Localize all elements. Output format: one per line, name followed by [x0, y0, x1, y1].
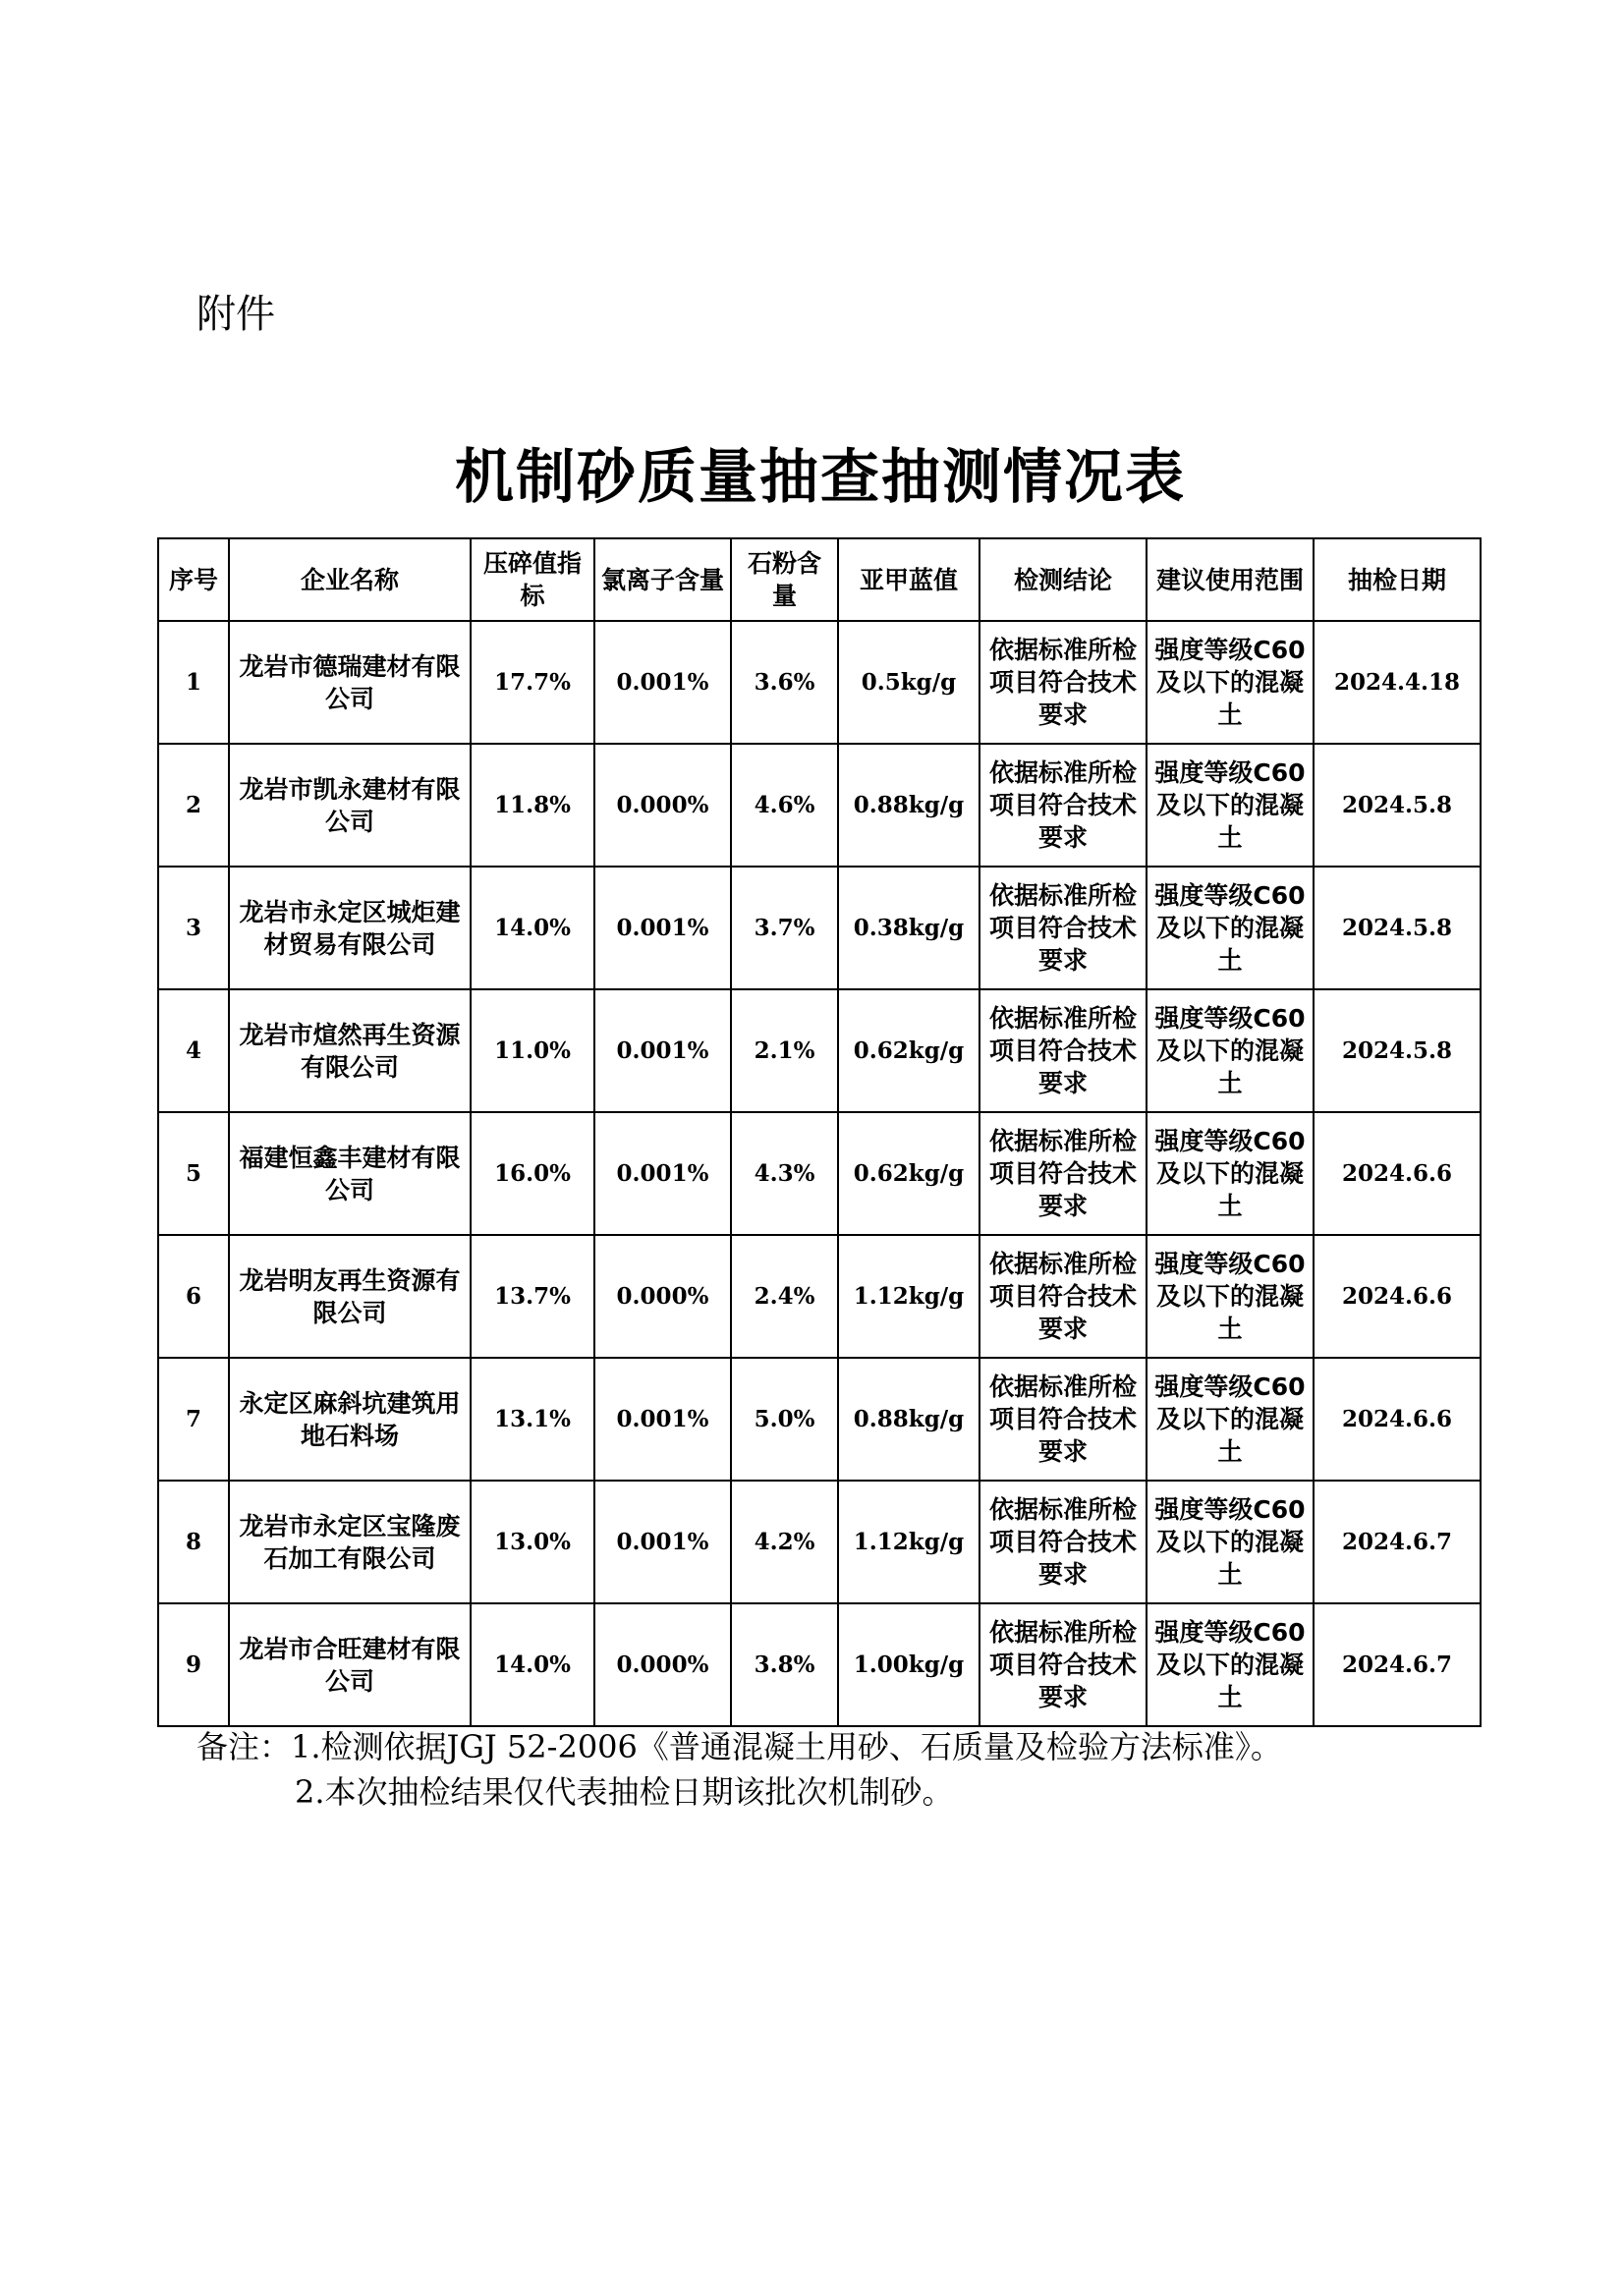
header-methylene-blue: 亚甲蓝值: [838, 538, 979, 621]
table-row: [158, 1603, 1481, 1726]
cell-chloride: 0.000%: [594, 744, 731, 867]
document-title: 机制砂质量抽查抽测情况表: [455, 443, 1186, 512]
inspection-table: [157, 537, 1482, 1727]
cell-conclusion: 依据标准所检项目符合技术要求: [979, 1112, 1147, 1235]
cell-methylene-blue: 0.62kg/g: [838, 1112, 979, 1235]
table-row: [158, 744, 1481, 867]
cell-crushing-value: 14.0%: [471, 867, 594, 989]
cell-stone-powder: 4.2%: [731, 1481, 838, 1603]
table-row: [158, 621, 1481, 744]
cell-company: 永定区麻斜坑建筑用地石料场: [229, 1358, 471, 1481]
cell-index: 7: [158, 1358, 229, 1481]
cell-stone-powder: 4.6%: [731, 744, 838, 867]
cell-usage-range: 强度等级C60及以下的混凝土: [1147, 1235, 1314, 1358]
cell-chloride: 0.000%: [594, 1603, 731, 1726]
cell-company: 龙岩市合旺建材有限公司: [229, 1603, 471, 1726]
remark-line-2: 2.本次抽检结果仅代表抽检日期该批次机制砂。: [295, 1773, 954, 1811]
cell-inspection-date: 2024.5.8: [1314, 989, 1481, 1112]
cell-usage-range: 强度等级C60及以下的混凝土: [1147, 989, 1314, 1112]
cell-company: 福建恒鑫丰建材有限公司: [229, 1112, 471, 1235]
cell-stone-powder: 2.4%: [731, 1235, 838, 1358]
cell-stone-powder: 3.6%: [731, 621, 838, 744]
cell-conclusion: 依据标准所检项目符合技术要求: [979, 744, 1147, 867]
cell-conclusion: 依据标准所检项目符合技术要求: [979, 1358, 1147, 1481]
cell-conclusion: 依据标准所检项目符合技术要求: [979, 1235, 1147, 1358]
cell-methylene-blue: 1.12kg/g: [838, 1481, 979, 1603]
cell-stone-powder: 5.0%: [731, 1358, 838, 1481]
cell-chloride: 0.000%: [594, 1235, 731, 1358]
cell-methylene-blue: 1.00kg/g: [838, 1603, 979, 1726]
remark-line-1: 备注：1.检测依据JGJ 52-2006《普通混凝土用砂、石质量及检验方法标准》。: [196, 1728, 1282, 1765]
cell-conclusion: 依据标准所检项目符合技术要求: [979, 1603, 1147, 1726]
table-row: [158, 1481, 1481, 1603]
cell-crushing-value: 13.7%: [471, 1235, 594, 1358]
cell-company: 龙岩市德瑞建材有限公司: [229, 621, 471, 744]
cell-index: 2: [158, 744, 229, 867]
cell-chloride: 0.001%: [594, 621, 731, 744]
cell-index: 8: [158, 1481, 229, 1603]
cell-methylene-blue: 0.5kg/g: [838, 621, 979, 744]
cell-usage-range: 强度等级C60及以下的混凝土: [1147, 1603, 1314, 1726]
header-usage-range: 建议使用范围: [1147, 538, 1314, 621]
remarks: [196, 1724, 1282, 1815]
cell-crushing-value: 14.0%: [471, 1603, 594, 1726]
cell-usage-range: 强度等级C60及以下的混凝土: [1147, 1112, 1314, 1235]
cell-index: 5: [158, 1112, 229, 1235]
cell-company: 龙岩市永定区宝隆废石加工有限公司: [229, 1481, 471, 1603]
cell-index: 1: [158, 621, 229, 744]
cell-crushing-value: 17.7%: [471, 621, 594, 744]
header-company: 企业名称: [229, 538, 471, 621]
cell-usage-range: 强度等级C60及以下的混凝土: [1147, 621, 1314, 744]
cell-crushing-value: 13.0%: [471, 1481, 594, 1603]
cell-company: 龙岩明友再生资源有限公司: [229, 1235, 471, 1358]
cell-methylene-blue: 0.38kg/g: [838, 867, 979, 989]
cell-company: 龙岩市凯永建材有限公司: [229, 744, 471, 867]
cell-stone-powder: 4.3%: [731, 1112, 838, 1235]
header-inspection-date: 抽检日期: [1314, 538, 1481, 621]
header-chloride: 氯离子含量: [594, 538, 731, 621]
table-header-row: [158, 538, 1481, 621]
cell-inspection-date: 2024.6.6: [1314, 1358, 1481, 1481]
cell-chloride: 0.001%: [594, 1112, 731, 1235]
cell-index: 6: [158, 1235, 229, 1358]
cell-conclusion: 依据标准所检项目符合技术要求: [979, 621, 1147, 744]
cell-stone-powder: 3.8%: [731, 1603, 838, 1726]
cell-stone-powder: 3.7%: [731, 867, 838, 989]
cell-conclusion: 依据标准所检项目符合技术要求: [979, 1481, 1147, 1603]
cell-index: 4: [158, 989, 229, 1112]
cell-inspection-date: 2024.6.7: [1314, 1481, 1481, 1603]
cell-usage-range: 强度等级C60及以下的混凝土: [1147, 1358, 1314, 1481]
header-index: 序号: [158, 538, 229, 621]
cell-inspection-date: 2024.6.6: [1314, 1112, 1481, 1235]
cell-chloride: 0.001%: [594, 1481, 731, 1603]
cell-inspection-date: 2024.5.8: [1314, 867, 1481, 989]
cell-inspection-date: 2024.6.6: [1314, 1235, 1481, 1358]
cell-methylene-blue: 1.12kg/g: [838, 1235, 979, 1358]
cell-company: 龙岩市煊然再生资源有限公司: [229, 989, 471, 1112]
cell-methylene-blue: 0.88kg/g: [838, 1358, 979, 1481]
cell-index: 9: [158, 1603, 229, 1726]
cell-company: 龙岩市永定区城炬建材贸易有限公司: [229, 867, 471, 989]
cell-crushing-value: 16.0%: [471, 1112, 594, 1235]
cell-inspection-date: 2024.5.8: [1314, 744, 1481, 867]
cell-conclusion: 依据标准所检项目符合技术要求: [979, 989, 1147, 1112]
header-conclusion: 检测结论: [979, 538, 1147, 621]
cell-usage-range: 强度等级C60及以下的混凝土: [1147, 1481, 1314, 1603]
cell-inspection-date: 2024.6.7: [1314, 1603, 1481, 1726]
cell-conclusion: 依据标准所检项目符合技术要求: [979, 867, 1147, 989]
cell-usage-range: 强度等级C60及以下的混凝土: [1147, 744, 1314, 867]
table-row: [158, 1112, 1481, 1235]
table-row: [158, 989, 1481, 1112]
cell-index: 3: [158, 867, 229, 989]
cell-chloride: 0.001%: [594, 867, 731, 989]
cell-inspection-date: 2024.4.18: [1314, 621, 1481, 744]
table-body: [158, 621, 1481, 1726]
table-row: [158, 1358, 1481, 1481]
cell-crushing-value: 13.1%: [471, 1358, 594, 1481]
table-row: [158, 1235, 1481, 1358]
cell-crushing-value: 11.8%: [471, 744, 594, 867]
cell-chloride: 0.001%: [594, 1358, 731, 1481]
header-stone-powder: 石粉含量: [731, 538, 838, 621]
cell-methylene-blue: 0.62kg/g: [838, 989, 979, 1112]
cell-stone-powder: 2.1%: [731, 989, 838, 1112]
cell-crushing-value: 11.0%: [471, 989, 594, 1112]
table-row: [158, 867, 1481, 989]
cell-chloride: 0.001%: [594, 989, 731, 1112]
attachment-label: 附件: [196, 292, 275, 337]
cell-usage-range: 强度等级C60及以下的混凝土: [1147, 867, 1314, 989]
cell-methylene-blue: 0.88kg/g: [838, 744, 979, 867]
header-crushing-value: 压碎值指标: [471, 538, 594, 621]
